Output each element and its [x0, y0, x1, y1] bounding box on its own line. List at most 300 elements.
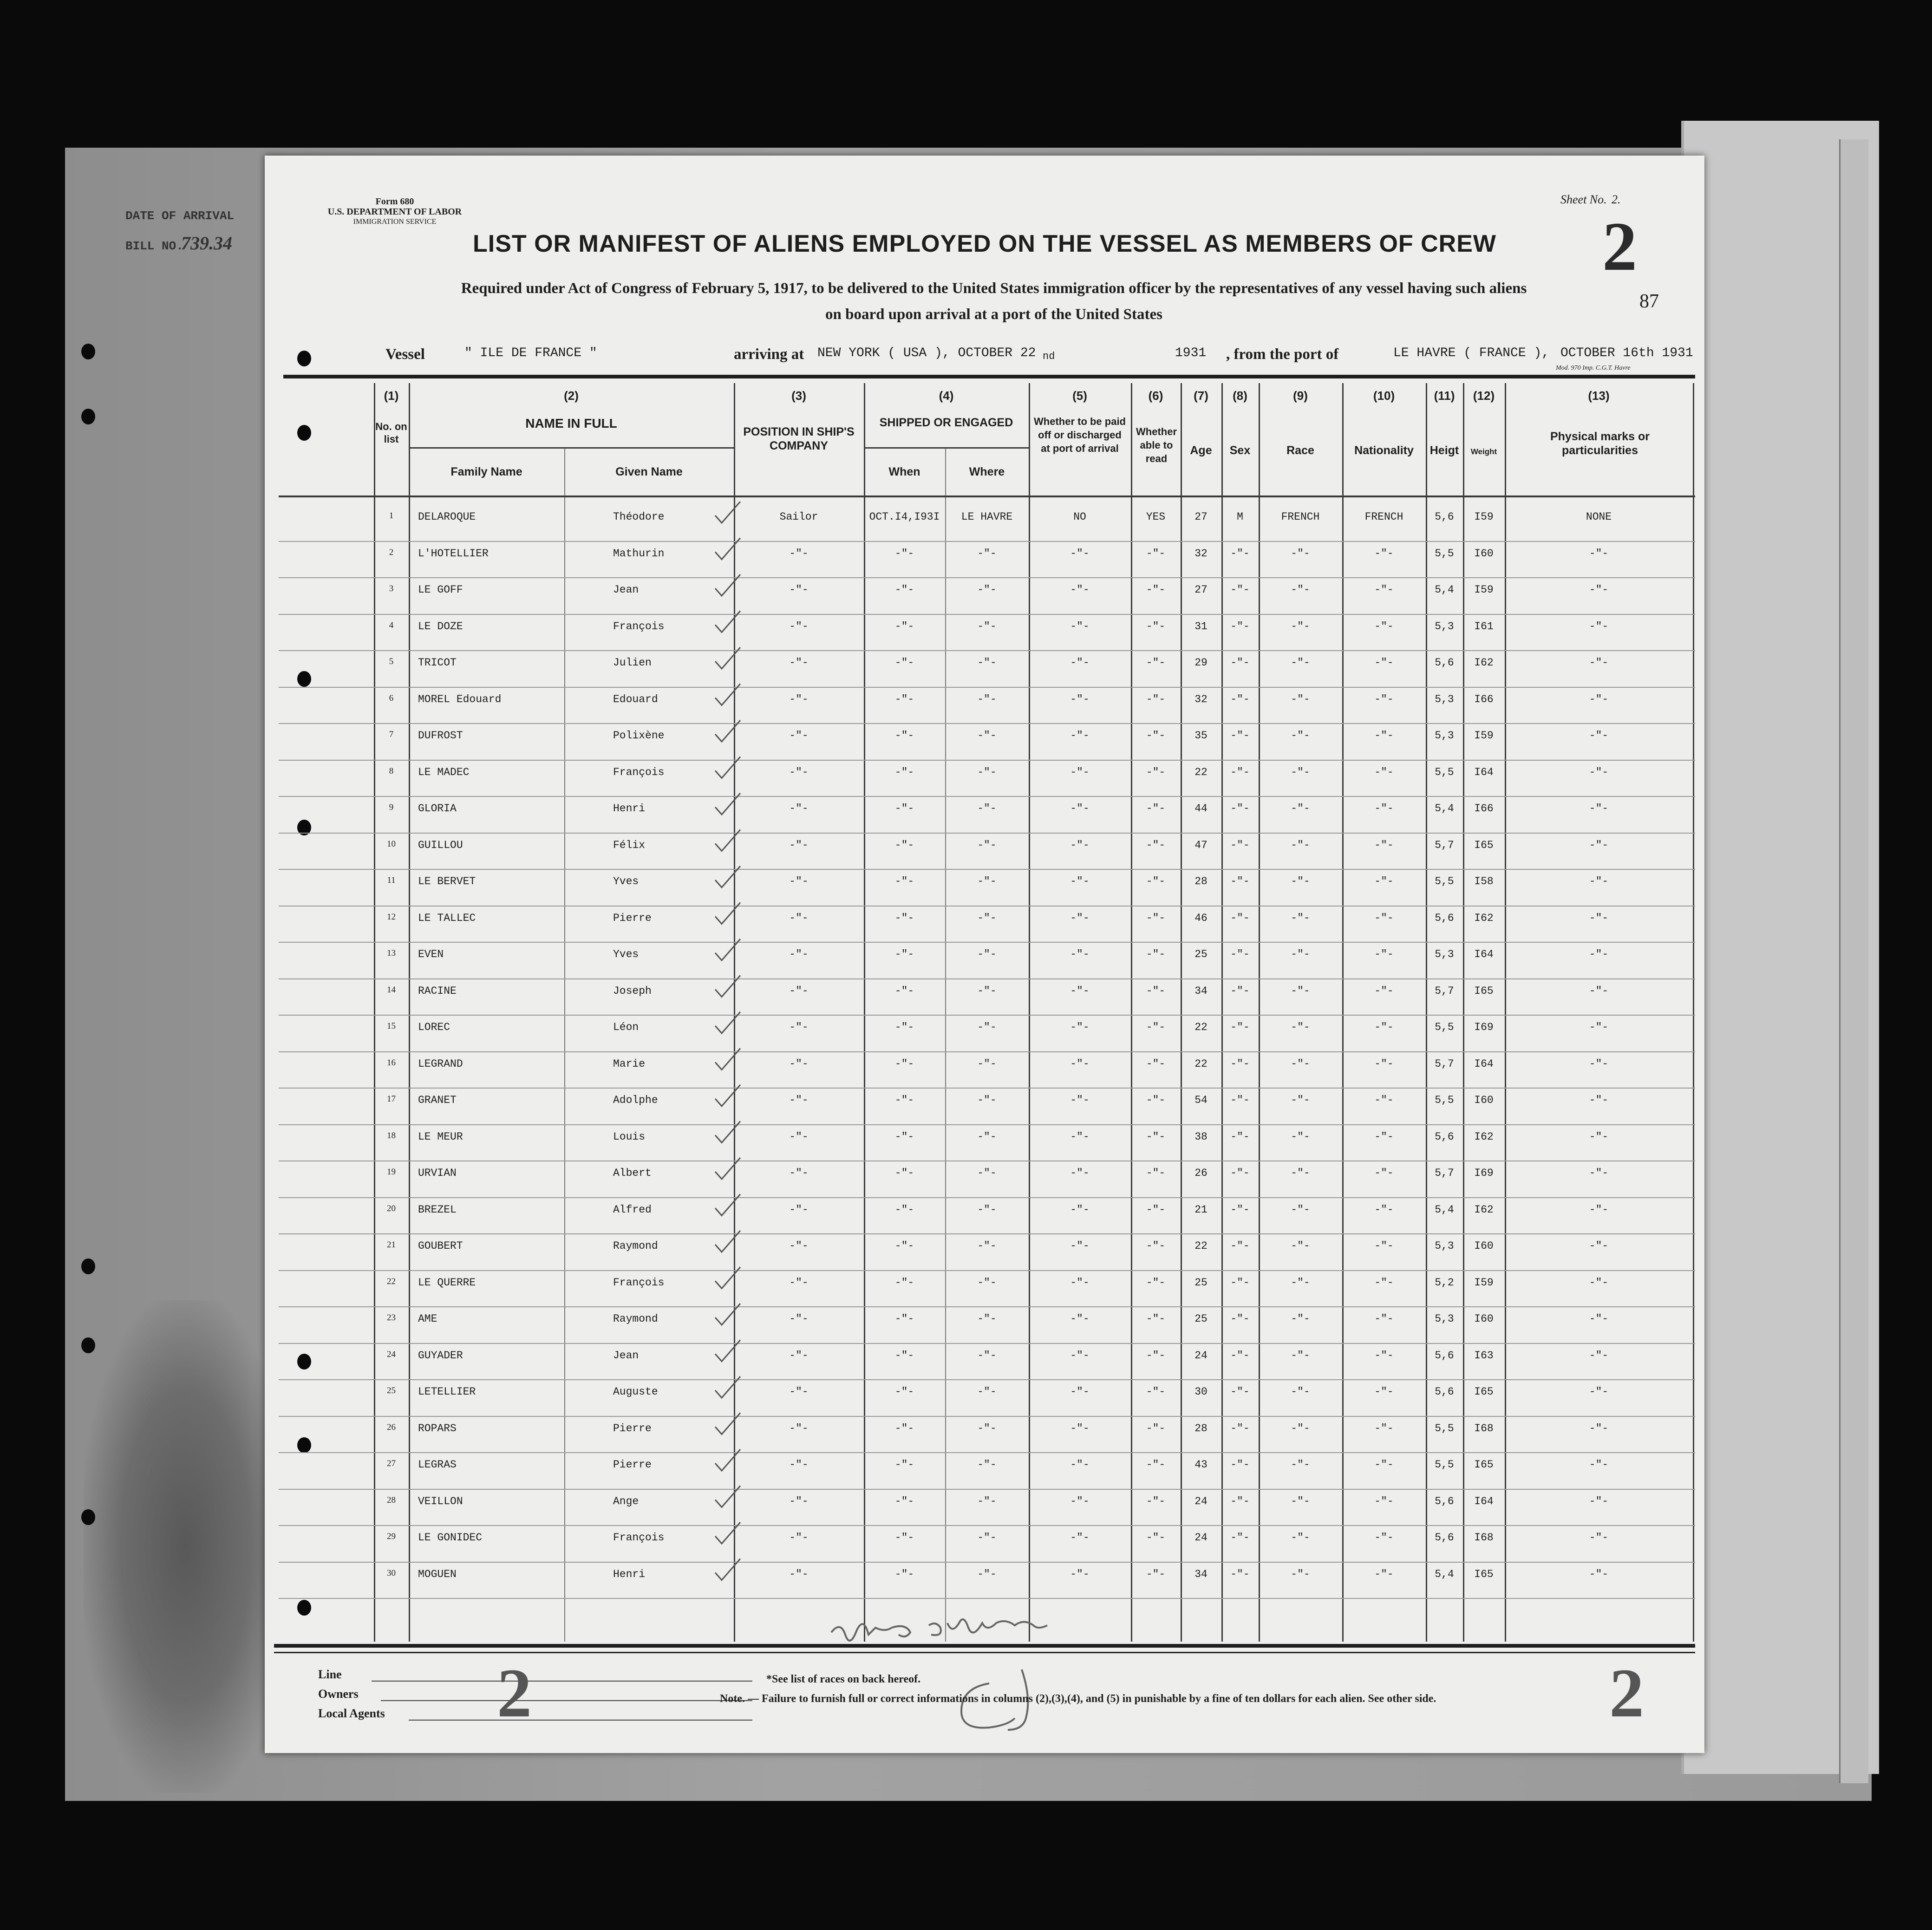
footer-labels: [318, 1665, 385, 1723]
ditto-mark: -"-: [977, 730, 997, 742]
ditto-mark: -"-: [977, 1568, 997, 1580]
table-row: [279, 1240, 1695, 1277]
ditto-mark: -"-: [1589, 1167, 1609, 1179]
punch-hole: [81, 409, 95, 424]
table-row: [279, 948, 1695, 985]
departure-date: OCTOBER 16th 1931: [1560, 346, 1693, 360]
weight: I65: [1474, 839, 1494, 851]
ditto-mark: -"-: [1374, 1094, 1394, 1106]
family-name: MOGUEN: [418, 1568, 457, 1580]
vessel-label: Vessel: [385, 346, 425, 363]
row-number: 14: [387, 985, 396, 995]
given-name: Yves: [613, 948, 639, 960]
ditto-mark: -"-: [789, 1057, 809, 1070]
weight: I69: [1474, 1167, 1494, 1179]
ditto-mark: -"-: [977, 1240, 997, 1252]
col-header-family-name: Family Name: [450, 465, 522, 478]
ditto-mark: -"-: [1589, 693, 1609, 705]
ditto-mark: -"-: [1070, 1349, 1090, 1362]
paid-off: NO: [1073, 511, 1086, 523]
row-rule: [279, 1525, 1695, 1526]
header-bottom-rule: [279, 496, 1695, 497]
owners-label: Owners: [318, 1687, 359, 1701]
ditto-mark: -"-: [1291, 802, 1310, 815]
ditto-mark: -"-: [894, 1495, 914, 1507]
table-row: [279, 802, 1695, 839]
ditto-mark: -"-: [1589, 1021, 1609, 1033]
height: 5,5: [1435, 1021, 1454, 1033]
given-name: Yves: [613, 875, 639, 887]
weight: I64: [1474, 766, 1494, 778]
row-number: 10: [387, 839, 396, 849]
age: 32: [1194, 547, 1208, 560]
row-rule: [279, 1124, 1695, 1125]
ditto-mark: -"-: [1589, 1422, 1609, 1434]
family-name: LEGRAND: [418, 1057, 463, 1070]
ditto-mark: -"-: [1589, 1532, 1609, 1544]
table-row: [279, 1422, 1695, 1459]
ditto-mark: -"-: [1291, 1349, 1310, 1362]
arrival-date-suffix: nd: [1043, 351, 1055, 362]
ditto-mark: -"-: [1374, 948, 1394, 960]
check-mark-icon: [715, 1413, 740, 1434]
given-name: Raymond: [613, 1240, 658, 1252]
ditto-mark: -"-: [1146, 1568, 1166, 1580]
nationality: FRENCH: [1364, 511, 1403, 523]
ditto-mark: -"-: [894, 1349, 914, 1362]
ditto-mark: -"-: [894, 766, 914, 778]
table-row: [279, 1094, 1695, 1131]
ditto-mark: -"-: [894, 948, 914, 960]
ditto-mark: -"-: [1146, 1021, 1166, 1033]
given-name: Jean: [613, 584, 639, 596]
family-name: LE QUERRE: [418, 1276, 476, 1289]
ditto-mark: -"-: [1589, 1313, 1609, 1325]
row-number: 27: [387, 1459, 396, 1468]
family-name: LE GOFF: [418, 584, 463, 596]
ditto-mark: -"-: [1589, 657, 1609, 669]
shipped-where: LE HAVRE: [961, 511, 1013, 523]
ditto-mark: -"-: [1230, 802, 1250, 815]
ditto-mark: -"-: [1146, 1057, 1166, 1070]
family-name: AME: [418, 1313, 437, 1325]
ditto-mark: -"-: [1589, 1276, 1609, 1289]
ditto-mark: -"-: [894, 1240, 914, 1252]
height: 5,5: [1435, 1094, 1454, 1106]
weight: I59: [1474, 584, 1494, 596]
ditto-mark: -"-: [977, 1167, 997, 1179]
ditto-mark: -"-: [1374, 1349, 1394, 1362]
vessel-line: [283, 346, 1693, 366]
row-number: 7: [389, 730, 394, 739]
col-header-paid-off: Whether to be paid off or discharged at port of arrival: [1034, 416, 1126, 454]
ditto-mark: -"-: [1230, 584, 1250, 596]
check-mark-icon: [715, 1085, 740, 1106]
ditto-mark: -"-: [1291, 839, 1310, 851]
col-header-race: Race: [1286, 444, 1314, 457]
ditto-mark: -"-: [1230, 1459, 1250, 1471]
check-mark-icon: [715, 502, 740, 523]
ditto-mark: -"-: [1291, 766, 1310, 778]
ditto-mark: -"-: [1374, 657, 1394, 669]
height: 5,3: [1435, 693, 1454, 705]
age: 25: [1194, 1276, 1208, 1289]
table-row: [279, 1021, 1695, 1058]
ditto-mark: -"-: [1230, 766, 1250, 778]
ditto-mark: -"-: [977, 1057, 997, 1070]
ditto-mark: -"-: [977, 1094, 997, 1106]
height: 5,3: [1435, 1240, 1454, 1252]
row-rule: [279, 760, 1695, 761]
ditto-mark: -"-: [1589, 948, 1609, 960]
given-name: Polixène: [613, 730, 665, 742]
table-row: [279, 584, 1695, 620]
col-number: (13): [1588, 389, 1610, 403]
punch-hole: [81, 1258, 95, 1274]
races-note: *See list of races on back hereof.: [766, 1673, 921, 1685]
ditto-mark: -"-: [1230, 1495, 1250, 1507]
age: 31: [1194, 620, 1208, 632]
weight: I59: [1474, 730, 1494, 742]
check-mark-icon: [715, 1158, 740, 1179]
table-row: [279, 1058, 1695, 1095]
given-name: Alfred: [613, 1203, 652, 1216]
row-number: 2: [389, 547, 394, 557]
ditto-mark: -"-: [1230, 1313, 1250, 1325]
manifest-page: [265, 156, 1704, 1753]
col-header-shipped: SHIPPED OR ENGAGED: [879, 416, 1013, 429]
ditto-mark: -"-: [1291, 1240, 1310, 1252]
ditto-mark: -"-: [1070, 1422, 1090, 1434]
age: 24: [1194, 1495, 1208, 1507]
ditto-mark: -"-: [1070, 912, 1090, 924]
col-number: (5): [1072, 389, 1087, 403]
row-number: 25: [387, 1386, 396, 1395]
ditto-mark: -"-: [1589, 839, 1609, 851]
weight: I66: [1474, 802, 1494, 815]
ditto-mark: -"-: [1291, 875, 1310, 887]
ditto-mark: -"-: [1146, 948, 1166, 960]
row-rule: [279, 1233, 1695, 1234]
ditto-mark: -"-: [1374, 1422, 1394, 1434]
ditto-mark: -"-: [1374, 839, 1394, 851]
ditto-mark: -"-: [1291, 1021, 1310, 1033]
ditto-mark: -"-: [977, 912, 997, 924]
col-number: (6): [1148, 389, 1163, 403]
family-name: GOUBERT: [418, 1240, 463, 1252]
ditto-mark: -"-: [1291, 948, 1310, 960]
ditto-mark: -"-: [1146, 912, 1166, 924]
vessel-name: " ILE DE FRANCE ": [464, 346, 597, 360]
age: 32: [1194, 693, 1208, 705]
check-mark-icon: [715, 939, 740, 960]
ditto-mark: -"-: [1070, 620, 1090, 632]
ditto-mark: -"-: [894, 1276, 914, 1289]
table-row: [279, 839, 1695, 876]
sheet-label: Sheet No.: [1560, 193, 1607, 206]
ditto-mark: -"-: [1070, 1386, 1090, 1398]
height: 5,5: [1435, 766, 1454, 778]
height: 5,4: [1435, 584, 1454, 596]
table-row: [279, 912, 1695, 949]
check-mark-icon: [715, 1121, 740, 1143]
given-name: Henri: [613, 802, 646, 815]
ditto-mark: -"-: [977, 1349, 997, 1362]
ditto-mark: -"-: [1230, 657, 1250, 669]
family-name: LEGRAS: [418, 1459, 457, 1471]
ditto-mark: -"-: [1146, 547, 1166, 560]
given-name: Julien: [613, 657, 652, 669]
penalty-note: Note. — Failure to furnish full or correct informations in columns (2),(3),(4), and (5) in punishable by a fine of ten dollars for each alien. See other side.: [720, 1693, 1436, 1705]
height: 5,6: [1435, 1495, 1454, 1507]
age: 30: [1194, 1386, 1208, 1398]
ditto-mark: -"-: [789, 547, 809, 560]
row-rule: [279, 1562, 1695, 1563]
row-rule: [279, 1088, 1695, 1089]
row-rule: [279, 869, 1695, 870]
ditto-mark: -"-: [1146, 1386, 1166, 1398]
given-name: François: [613, 620, 665, 632]
ditto-mark: -"-: [1070, 985, 1090, 997]
ditto-mark: -"-: [1589, 1094, 1609, 1106]
height: 5,6: [1435, 1386, 1454, 1398]
ditto-mark: -"-: [1146, 766, 1166, 778]
punch-hole: [81, 1337, 95, 1353]
family-name: LE DOZE: [418, 620, 463, 632]
given-name: François: [613, 766, 665, 778]
family-name: MOREL Edouard: [418, 693, 502, 705]
ditto-mark: -"-: [1589, 1386, 1609, 1398]
ditto-mark: -"-: [977, 766, 997, 778]
row-rule: [279, 541, 1695, 542]
check-mark-icon: [715, 611, 740, 632]
ditto-mark: -"-: [1146, 875, 1166, 887]
check-mark-icon: [715, 1340, 740, 1362]
ditto-mark: -"-: [894, 584, 914, 596]
ditto-mark: -"-: [1146, 1167, 1166, 1179]
check-mark-icon: [715, 903, 740, 924]
family-name: VEILLON: [418, 1495, 463, 1507]
ditto-mark: -"-: [1146, 1349, 1166, 1362]
ditto-mark: -"-: [1291, 1386, 1310, 1398]
ditto-mark: -"-: [1070, 1459, 1090, 1471]
weight: I68: [1474, 1532, 1494, 1544]
ditto-mark: -"-: [1374, 802, 1394, 815]
given-name: Edouard: [613, 693, 658, 705]
check-mark-icon: [715, 1231, 740, 1252]
table-row: [279, 1167, 1695, 1204]
service-name: IMMIGRATION SERVICE: [353, 218, 437, 226]
height: 5,4: [1435, 802, 1454, 815]
form-number: Form 680: [375, 196, 414, 207]
ditto-mark: -"-: [894, 1386, 914, 1398]
ditto-mark: -"-: [977, 1386, 997, 1398]
given-name: François: [613, 1532, 665, 1544]
subtitle-line-2: on board upon arrival at a port of the United States: [825, 306, 1163, 323]
age: 43: [1194, 1459, 1208, 1471]
row-number: 30: [387, 1568, 396, 1578]
check-mark-icon: [715, 538, 740, 560]
page-number: 87: [1639, 291, 1659, 312]
row-number: 16: [387, 1057, 396, 1068]
ditto-mark: -"-: [1589, 912, 1609, 924]
ditto-mark: -"-: [1374, 1130, 1394, 1143]
check-marks: [711, 502, 766, 1663]
ditto-mark: -"-: [1230, 839, 1250, 851]
table-row: [279, 693, 1695, 730]
ditto-mark: -"-: [1374, 1386, 1394, 1398]
weight: I62: [1474, 657, 1494, 669]
family-name: RACINE: [418, 985, 457, 997]
check-mark-icon: [715, 1486, 740, 1507]
ditto-mark: -"-: [1291, 693, 1310, 705]
ditto-mark: -"-: [977, 875, 997, 887]
ditto-mark: -"-: [1146, 1276, 1166, 1289]
arrival-year: 1931: [1175, 346, 1207, 360]
race: FRENCH: [1281, 511, 1320, 523]
ditto-mark: -"-: [789, 1495, 809, 1507]
ditto-mark: -"-: [1291, 1422, 1310, 1434]
height: 5,4: [1435, 1203, 1454, 1216]
ditto-mark: -"-: [894, 1167, 914, 1179]
from-port-label: , from the port of: [1226, 346, 1339, 363]
ditto-mark: -"-: [1374, 693, 1394, 705]
ditto-mark: -"-: [1146, 1240, 1166, 1252]
check-mark-icon: [715, 976, 740, 997]
ditto-mark: -"-: [1291, 1495, 1310, 1507]
col-header-no: No. on list: [375, 421, 407, 445]
row-rule: [279, 1051, 1695, 1052]
ditto-mark: -"-: [894, 1130, 914, 1143]
ditto-mark: -"-: [1070, 1094, 1090, 1106]
ditto-mark: -"-: [1230, 1057, 1250, 1070]
ditto-mark: -"-: [1230, 1094, 1250, 1106]
ditto-mark: -"-: [1589, 730, 1609, 742]
col-number: (7): [1194, 389, 1208, 403]
family-name: LE GONIDEC: [418, 1532, 483, 1544]
age: 28: [1194, 875, 1208, 887]
row-rule: [279, 650, 1695, 651]
ditto-mark: -"-: [1291, 1094, 1310, 1106]
age: 22: [1194, 1021, 1208, 1033]
arrival-port: NEW YORK ( USA ), OCTOBER 22: [817, 346, 1036, 360]
ditto-mark: -"-: [789, 1130, 809, 1143]
check-mark-icon: [715, 1267, 740, 1289]
ditto-mark: -"-: [789, 693, 809, 705]
physical-marks: NONE: [1586, 511, 1612, 523]
ditto-mark: -"-: [789, 657, 809, 669]
sheet-number: 2.: [1612, 193, 1621, 206]
family-name: LE MADEC: [418, 766, 470, 778]
ditto-mark: -"-: [1230, 547, 1250, 560]
row-number: 18: [387, 1130, 396, 1141]
family-name: LETELLIER: [418, 1386, 476, 1398]
ditto-mark: -"-: [1146, 1203, 1166, 1216]
ditto-mark: -"-: [1374, 1240, 1394, 1252]
age: 34: [1194, 1568, 1208, 1580]
height: 5,7: [1435, 839, 1454, 851]
ditto-mark: -"-: [789, 1240, 809, 1252]
ditto-mark: -"-: [1589, 1203, 1609, 1216]
shipped-when: OCT.I4,I93I: [869, 511, 940, 523]
row-number: 13: [387, 948, 396, 958]
ditto-mark: -"-: [1374, 1167, 1394, 1179]
ditto-mark: -"-: [977, 657, 997, 669]
ditto-mark: -"-: [1291, 547, 1310, 560]
ditto-mark: -"-: [1070, 1130, 1090, 1143]
given-name: Jean: [613, 1349, 639, 1362]
ditto-mark: -"-: [1589, 1057, 1609, 1070]
table-row: [279, 657, 1695, 693]
ditto-mark: -"-: [789, 1021, 809, 1033]
ditto-mark: -"-: [1230, 985, 1250, 997]
given-name: Adolphe: [613, 1094, 658, 1106]
weight: I65: [1474, 1459, 1494, 1471]
family-name: L'HOTELLIER: [418, 547, 489, 560]
row-rule: [279, 1306, 1695, 1307]
table-row: [279, 1131, 1695, 1167]
row-number: 5: [389, 657, 394, 666]
check-mark-icon: [715, 793, 740, 815]
height: 5,3: [1435, 948, 1454, 960]
height: 5,6: [1435, 657, 1454, 669]
check-mark-icon: [715, 1304, 740, 1325]
punch-hole: [81, 344, 95, 359]
ditto-mark: -"-: [894, 1422, 914, 1434]
weight: I64: [1474, 1495, 1494, 1507]
ditto-mark: -"-: [1070, 1057, 1090, 1070]
check-mark-icon: [715, 757, 740, 778]
ditto-mark: -"-: [789, 1276, 809, 1289]
table-row: [279, 1313, 1695, 1350]
ditto-mark: -"-: [789, 620, 809, 632]
ditto-mark: -"-: [789, 802, 809, 815]
weight: I59: [1474, 1276, 1494, 1289]
age: 38: [1194, 1130, 1208, 1143]
col-header-height: Heigt: [1429, 444, 1459, 457]
ditto-mark: -"-: [1374, 1532, 1394, 1544]
ditto-mark: -"-: [1589, 766, 1609, 778]
ditto-mark: -"-: [894, 875, 914, 887]
row-number: 15: [387, 1021, 396, 1031]
ditto-mark: -"-: [1070, 1240, 1090, 1252]
ditto-mark: -"-: [1146, 802, 1166, 815]
table-row: [279, 548, 1695, 584]
check-mark-icon: [715, 1376, 740, 1398]
ditto-mark: -"-: [1146, 693, 1166, 705]
row-rule: [279, 614, 1695, 615]
weight: I63: [1474, 1349, 1494, 1362]
ditto-mark: -"-: [1589, 985, 1609, 997]
age: 24: [1194, 1349, 1208, 1362]
age: 54: [1194, 1094, 1208, 1106]
ditto-mark: -"-: [1230, 1532, 1250, 1544]
col-number: (4): [939, 389, 954, 403]
ditto-mark: -"-: [1070, 693, 1090, 705]
ditto-mark: -"-: [1070, 730, 1090, 742]
ditto-mark: -"-: [1291, 730, 1310, 742]
col-number: (2): [564, 389, 579, 403]
given-name: Marie: [613, 1057, 646, 1070]
ditto-mark: -"-: [789, 584, 809, 596]
ditto-mark: -"-: [1374, 1203, 1394, 1216]
table-row: [279, 985, 1695, 1022]
ditto-mark: -"-: [1146, 1130, 1166, 1143]
weight: I65: [1474, 1568, 1494, 1580]
ditto-mark: -"-: [1374, 620, 1394, 632]
height: 5,4: [1435, 1568, 1454, 1580]
col-header-weight: Weight: [1470, 447, 1497, 456]
